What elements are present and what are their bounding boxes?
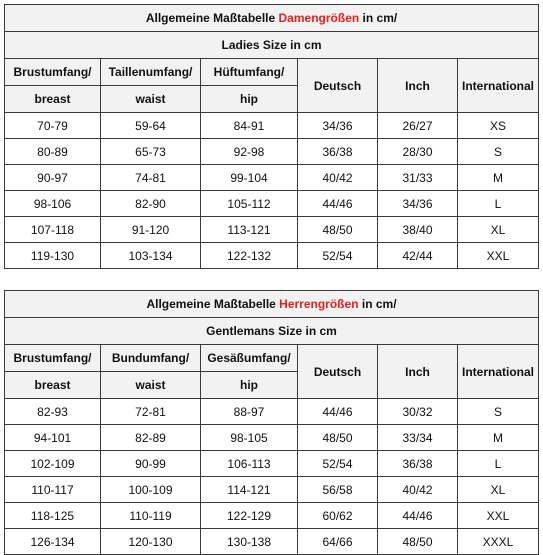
- deutsch-cell: 44/46: [298, 399, 378, 425]
- inch-cell: 26/27: [378, 113, 458, 139]
- header-inch: Inch: [378, 345, 458, 399]
- international-cell: L: [458, 191, 539, 217]
- inch-cell: 28/30: [378, 139, 458, 165]
- header-international: International: [458, 345, 539, 399]
- waist-cell: 65-73: [101, 139, 201, 165]
- gentlemen-header-row-de: [5, 345, 539, 372]
- waist-cell: 82-89: [101, 425, 201, 451]
- breast-cell: 118-125: [5, 503, 101, 529]
- inch-cell: 34/36: [378, 191, 458, 217]
- breast-cell: 110-117: [5, 477, 101, 503]
- hip-cell: 113-121: [201, 217, 298, 243]
- header-deutsch: Deutsch: [298, 345, 378, 399]
- ladies-header-row-de: [5, 59, 539, 86]
- gentlemen-size-table: [4, 290, 539, 555]
- table-row: [5, 425, 539, 451]
- waist-cell: 103-134: [101, 243, 201, 269]
- international-cell: XS: [458, 113, 539, 139]
- table-row: [5, 243, 539, 269]
- deutsch-cell: 44/46: [298, 191, 378, 217]
- deutsch-cell: 52/54: [298, 451, 378, 477]
- deutsch-cell: 52/54: [298, 243, 378, 269]
- inch-cell: 42/44: [378, 243, 458, 269]
- breast-cell: 80-89: [5, 139, 101, 165]
- header-breast-en: breast: [5, 86, 101, 113]
- table-row: [5, 165, 539, 191]
- breast-cell: 107-118: [5, 217, 101, 243]
- ladies-title-highlight: Damengrößen: [278, 11, 360, 25]
- inch-cell: 36/38: [378, 451, 458, 477]
- international-cell: M: [458, 165, 539, 191]
- gentlemen-table-title: [5, 291, 539, 318]
- table-row: [5, 477, 539, 503]
- header-hip-de: Gesäßumfang/: [201, 345, 298, 372]
- header-waist-en: waist: [101, 372, 201, 399]
- deutsch-cell: 64/66: [298, 529, 378, 555]
- breast-cell: 102-109: [5, 451, 101, 477]
- hip-cell: 122-129: [201, 503, 298, 529]
- inch-cell: 48/50: [378, 529, 458, 555]
- international-cell: S: [458, 139, 539, 165]
- hip-cell: 105-112: [201, 191, 298, 217]
- hip-cell: 88-97: [201, 399, 298, 425]
- waist-cell: 110-119: [101, 503, 201, 529]
- international-cell: XL: [458, 217, 539, 243]
- deutsch-cell: 40/42: [298, 165, 378, 191]
- hip-cell: 106-113: [201, 451, 298, 477]
- gentlemen-title-row: [5, 291, 539, 318]
- deutsch-cell: 48/50: [298, 425, 378, 451]
- international-cell: L: [458, 451, 539, 477]
- header-breast-en: breast: [5, 372, 101, 399]
- international-cell: XXL: [458, 503, 539, 529]
- ladies-table-subtitle: Ladies Size in cm: [5, 32, 539, 59]
- header-inch: Inch: [378, 59, 458, 113]
- inch-cell: 44/46: [378, 503, 458, 529]
- hip-cell: 114-121: [201, 477, 298, 503]
- hip-cell: 92-98: [201, 139, 298, 165]
- ladies-table-body: [5, 113, 539, 269]
- waist-cell: 100-109: [101, 477, 201, 503]
- header-waist-de: Taillenumfang/: [101, 59, 201, 86]
- table-row: [5, 113, 539, 139]
- waist-cell: 59-64: [101, 113, 201, 139]
- breast-cell: 82-93: [5, 399, 101, 425]
- gentlemen-title-highlight: Herrengrößen: [279, 297, 359, 311]
- hip-cell: 98-105: [201, 425, 298, 451]
- ladies-table-title: [5, 5, 539, 32]
- breast-cell: 70-79: [5, 113, 101, 139]
- hip-cell: 122-132: [201, 243, 298, 269]
- hip-cell: 99-104: [201, 165, 298, 191]
- waist-cell: 120-130: [101, 529, 201, 555]
- table-row: [5, 139, 539, 165]
- hip-cell: 84-91: [201, 113, 298, 139]
- hip-cell: 130-138: [201, 529, 298, 555]
- deutsch-cell: 48/50: [298, 217, 378, 243]
- ladies-title-suffix: in cm/: [359, 11, 398, 25]
- ladies-title-row: [5, 5, 539, 32]
- header-hip-de: Hüftumfang/: [201, 59, 298, 86]
- table-row: [5, 451, 539, 477]
- table-row: [5, 217, 539, 243]
- table-row: [5, 503, 539, 529]
- gentlemen-table-subtitle: Gentlemans Size in cm: [5, 318, 539, 345]
- waist-cell: 72-81: [101, 399, 201, 425]
- deutsch-cell: 60/62: [298, 503, 378, 529]
- deutsch-cell: 36/38: [298, 139, 378, 165]
- ladies-title-prefix: Allgemeine Maßtabelle: [145, 11, 279, 25]
- deutsch-cell: 56/58: [298, 477, 378, 503]
- header-waist-en: waist: [101, 86, 201, 113]
- deutsch-cell: 34/36: [298, 113, 378, 139]
- breast-cell: 119-130: [5, 243, 101, 269]
- waist-cell: 91-120: [101, 217, 201, 243]
- inch-cell: 33/34: [378, 425, 458, 451]
- header-waist-de: Bundumfang/: [101, 345, 201, 372]
- international-cell: XL: [458, 477, 539, 503]
- header-hip-en: hip: [201, 86, 298, 113]
- header-breast-de: Brustumfang/: [5, 59, 101, 86]
- gentlemen-title-suffix: in cm/: [358, 297, 397, 311]
- waist-cell: 74-81: [101, 165, 201, 191]
- ladies-subtitle-row: [5, 32, 539, 59]
- gentlemen-title-prefix: Allgemeine Maßtabelle: [146, 297, 280, 311]
- ladies-size-table: [4, 4, 539, 269]
- inch-cell: 38/40: [378, 217, 458, 243]
- gentlemen-table-body: [5, 399, 539, 555]
- gentlemen-subtitle-row: [5, 318, 539, 345]
- international-cell: XXL: [458, 243, 539, 269]
- international-cell: M: [458, 425, 539, 451]
- waist-cell: 82-90: [101, 191, 201, 217]
- header-international: International: [458, 59, 539, 113]
- breast-cell: 98-106: [5, 191, 101, 217]
- header-deutsch: Deutsch: [298, 59, 378, 113]
- breast-cell: 94-101: [5, 425, 101, 451]
- inch-cell: 40/42: [378, 477, 458, 503]
- table-row: [5, 399, 539, 425]
- waist-cell: 90-99: [101, 451, 201, 477]
- international-cell: S: [458, 399, 539, 425]
- breast-cell: 90-97: [5, 165, 101, 191]
- header-hip-en: hip: [201, 372, 298, 399]
- header-breast-de: Brustumfang/: [5, 345, 101, 372]
- table-row: [5, 529, 539, 555]
- international-cell: XXXL: [458, 529, 539, 555]
- breast-cell: 126-134: [5, 529, 101, 555]
- inch-cell: 30/32: [378, 399, 458, 425]
- table-row: [5, 191, 539, 217]
- inch-cell: 31/33: [378, 165, 458, 191]
